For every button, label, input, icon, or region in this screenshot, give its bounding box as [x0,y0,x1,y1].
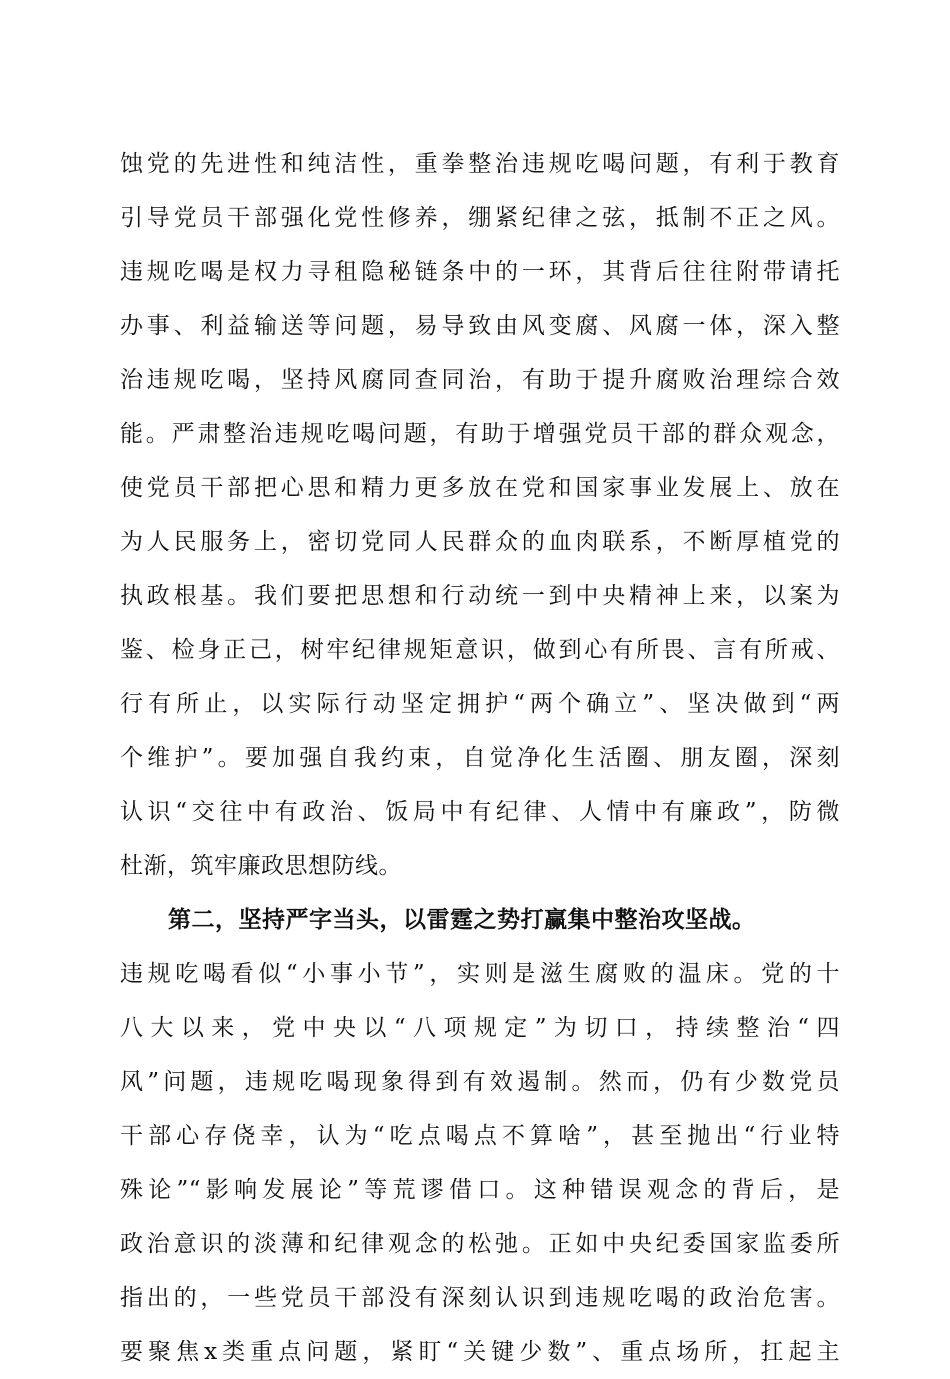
text-line: 违规吃喝是权力寻租隐秘链条中的一环，其背后往往附带请托 [120,259,840,285]
text-line: 鉴、检身正己，树牢纪律规矩意识，做到心有所畏、言有所戒、 [120,637,840,663]
text-line: 治违规吃喝，坚持风腐同查同治，有助于提升腐败治理综合效 [120,367,840,393]
text-line: 认识“交往中有政治、饭局中有纪律、人情中有廉政”，防微 [120,799,840,825]
text-line: 能。严肃整治违规吃喝问题，有助于增强党员干部的群众观念， [120,421,840,447]
body-text [120,137,840,1379]
text-line: 政治意识的淡薄和纪律观念的松弛。正如中央纪委国家监委所 [120,1231,840,1257]
text-line: 风”问题，违规吃喝现象得到有效遏制。然而，仍有少数党员 [120,1069,840,1095]
text-line: 执政根基。我们要把思想和行动统一到中央精神上来，以案为 [120,583,840,609]
text-line: 违规吃喝看似“小事小节”，实则是滋生腐败的温床。党的十 [120,961,840,987]
text-line: 殊论”“影响发展论”等荒谬借口。这种错误观念的背后，是 [120,1177,840,1203]
text-line: 蚀党的先进性和纯洁性，重拳整治违规吃喝问题，有利于教育 [120,151,840,177]
text-line-paragraph-end: 杜渐，筑牢廉政思想防线。 [120,853,402,879]
text-line: 办事、利益输送等问题，易导致由风变腐、风腐一体，深入整 [120,313,840,339]
section-heading: 第二，坚持严字当头，以雷霆之势打赢集中整治攻坚战。 [168,906,756,933]
text-line: 八大以来，党中央以“八项规定”为切口，持续整治“四 [120,1015,840,1041]
text-line: 为人民服务上，密切党同人民群众的血肉联系，不断厚植党的 [120,529,840,555]
text-line: 行有所止，以实际行动坚定拥护“两个确立”、坚决做到“两 [120,691,840,717]
text-line: 引导党员干部强化党性修养，绷紧纪律之弦，抵制不正之风。 [120,205,840,231]
text-line: 干部心存侥幸，认为“吃点喝点不算啥”，甚至抛出“行业特 [120,1123,840,1149]
text-line: 个维护”。要加强自我约束，自觉净化生活圈、朋友圈，深刻 [120,745,840,771]
text-line: 要聚焦x类重点问题，紧盯“关键少数”、重点场所，扛起主 [120,1339,840,1365]
text-line: 使党员干部把心思和精力更多放在党和国家事业发展上、放在 [120,475,840,501]
text-line: 指出的，一些党员干部没有深刻认识到违规吃喝的政治危害。 [120,1285,840,1311]
